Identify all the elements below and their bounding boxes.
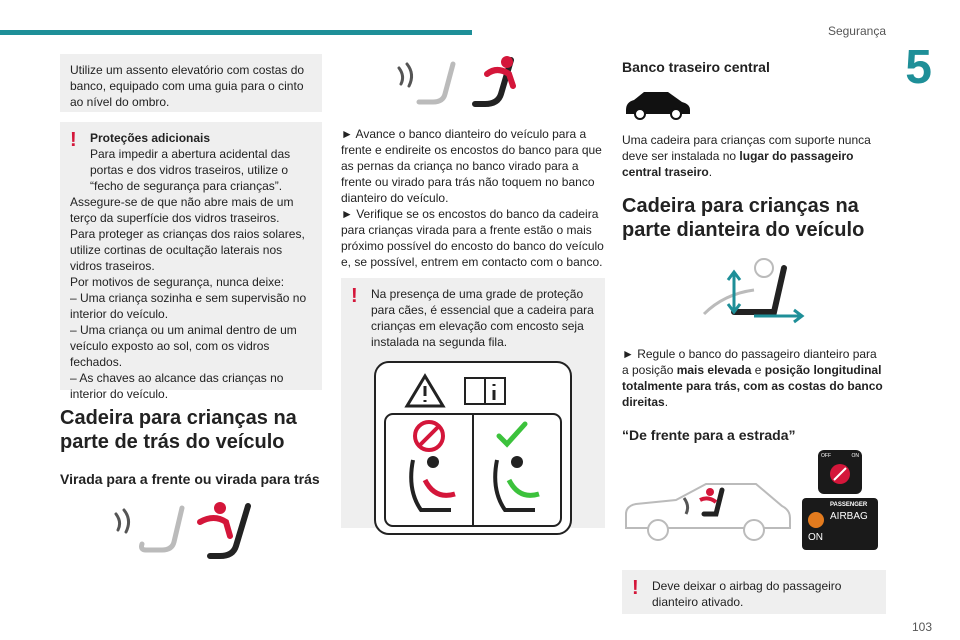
header-bar: [0, 30, 472, 35]
warning-icon: !: [70, 129, 77, 151]
step-text: ► Avance o banco dianteiro do veículo para a frente e endireite os encostos do banco para que as pernas da criança no banco virado para a frente ou virado para trás não toquem no banco dianteiro do veículo.: [341, 127, 602, 205]
warning-line: Para impedir a abertura acidental das portas e dos vidros traseiros, utilize o “fecho de segurança para crianças”.: [90, 147, 291, 193]
column-2: [341, 54, 605, 528]
warning-line: – Uma criança sozinha e sem supervisão no interior do veículo.: [70, 291, 307, 321]
rear-seat-illustration: [60, 496, 322, 566]
page-number: 103: [911, 620, 932, 634]
warning-line: Para proteger as crianças dos raios solares, utilize cortinas de ocultação laterais nos vidros traseiros.: [70, 227, 305, 273]
warning-line: Por motivos de segurança, nunca deixe:: [70, 275, 285, 289]
rear-center-heading: Banco traseiro central: [622, 59, 770, 75]
warning-icon: !: [351, 285, 358, 307]
sub-heading: Virada para a frente ou virada para trás: [60, 471, 320, 487]
tip-box: [60, 54, 322, 112]
warning-line: – As chaves ao alcance das crianças no interior do veículo.: [70, 371, 284, 401]
front-seat-heading: Cadeira para crianças na parte dianteira do veículo: [622, 195, 865, 241]
section-heading: Cadeira para crianças na parte de trás do veículo: [60, 407, 297, 453]
chapter-number: 5: [905, 41, 932, 94]
warning-icon: !: [632, 577, 639, 599]
column-3: [622, 54, 886, 614]
forward-facing-heading: “De frente para a estrada”: [622, 427, 796, 443]
airbag-warning-icon: [808, 512, 824, 528]
airbag-switch-icon: OFF ON: [818, 450, 862, 494]
warning-text: Deve deixar o airbag do passageiro dianteiro ativado.: [652, 579, 842, 609]
dog-guard-warning-box: [341, 278, 605, 528]
front-seat-adjust-illustration: [341, 54, 605, 110]
warning-line: Assegure-se de que não abre mais de um terço da superfície dos vidros traseiros.: [70, 195, 294, 225]
airbag-illustration: [622, 450, 886, 554]
passenger-airbag-on-indicator: PASSENGER AIRBAG ON: [802, 498, 878, 550]
warning-line: – Uma criança ou um animal dentro de um veículo exposto ao sol, com os vidros fechados.: [70, 323, 297, 369]
car-icon: [622, 86, 692, 120]
airbag-warning-box: [622, 570, 886, 614]
tip-text: Utilize um assento elevatório com costas do banco, equipado com uma guia para o cinto ao nível do ombro.: [70, 63, 305, 109]
step-text: ► Verifique se os encostos do banco da cadeira para crianças virada para a frente estão o mais próximo possível do encosto do banco do veículo e, se possível, entrem em contacto com o banco.: [341, 207, 604, 269]
warning-text: Na presença de uma grade de proteção para cães, é essencial que a cadeira para crianças em elevação com encosto seja instalada na segunda fila.: [371, 287, 594, 349]
rear-center-text: Uma cadeira para crianças com suporte nunca deve ser instalada no lugar do passageiro central traseiro.: [622, 133, 871, 179]
warning-box: [60, 122, 322, 401]
warning-title: Proteções adicionais: [90, 131, 211, 145]
section-name: Segurança: [827, 24, 886, 38]
front-seat-step: ► Regule o banco do passageiro dianteiro para a posição mais elevada e posição longitudinal totalmente para trás, com as costas do banco direitas.: [622, 347, 883, 409]
seat-label-illustration: [373, 360, 573, 536]
column-1: [60, 54, 322, 566]
front-seat-position-illustration: [622, 254, 886, 334]
car-side-illustration: [622, 478, 792, 548]
